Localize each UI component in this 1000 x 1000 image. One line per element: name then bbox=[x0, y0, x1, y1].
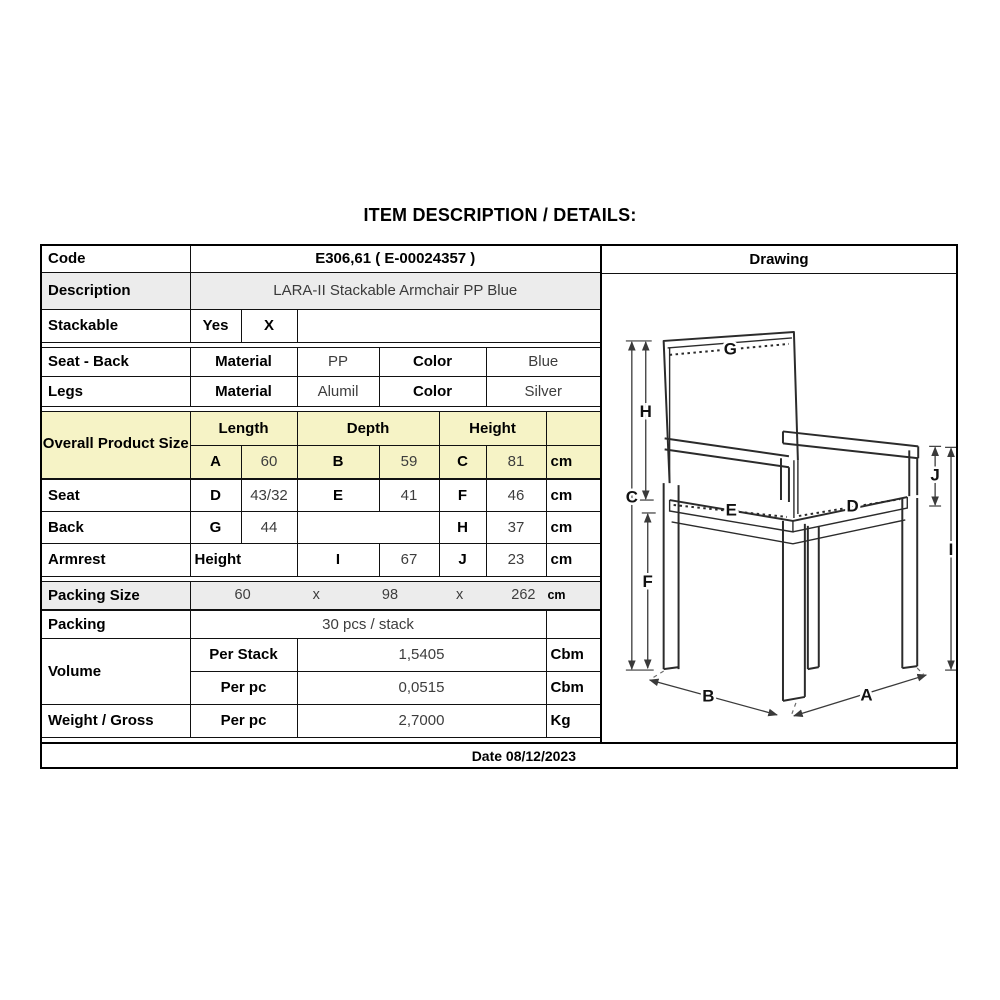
row-description bbox=[42, 272, 600, 309]
spec-table bbox=[42, 246, 600, 742]
volume-per-stack-label: Per Stack bbox=[190, 638, 297, 671]
stackable-empty-cell bbox=[297, 309, 600, 342]
seat-back-label: Seat - Back bbox=[42, 347, 190, 376]
dim-letter-j: J bbox=[439, 543, 486, 576]
packing-value: 30 pcs / stack bbox=[190, 610, 546, 638]
dim-value-d: 43/32 bbox=[241, 479, 297, 511]
armrest-label: Armrest bbox=[42, 543, 190, 576]
section-materials bbox=[42, 347, 600, 407]
chair-wireframe bbox=[664, 332, 919, 701]
row-packing-size bbox=[42, 581, 600, 609]
dim-label-i: I bbox=[948, 540, 954, 560]
length-header: Length bbox=[190, 411, 297, 445]
drawing-area bbox=[602, 274, 956, 742]
stackable-option: Yes bbox=[190, 309, 241, 342]
legs-material-value: Alumil bbox=[297, 376, 379, 406]
packing-size-value bbox=[190, 581, 600, 609]
code-value: E306,61 ( E-00024357 ) bbox=[190, 246, 600, 272]
volume-per-pc-unit: Cbm bbox=[546, 671, 600, 704]
page-title: ITEM DESCRIPTION / DETAILS: bbox=[363, 205, 637, 225]
date-text: Date 08/12/2023 bbox=[471, 747, 576, 764]
spec-sheet bbox=[40, 244, 958, 769]
section-packing-volume bbox=[42, 610, 600, 738]
seat-back-color-value: Blue bbox=[486, 347, 600, 376]
legs-color-value: Silver bbox=[486, 376, 600, 406]
dim-label-d: D bbox=[846, 496, 859, 516]
depth-header: Depth bbox=[297, 411, 439, 445]
seat-back-material-value: PP bbox=[297, 347, 379, 376]
weight-per-pc-label: Per pc bbox=[190, 704, 297, 737]
packing-label: Packing bbox=[42, 610, 190, 638]
dim-value-f: 46 bbox=[486, 479, 546, 511]
dim-letter-a: A bbox=[190, 445, 241, 478]
row-armrest bbox=[42, 543, 600, 576]
back-label: Back bbox=[42, 511, 190, 543]
code-label: Code bbox=[42, 246, 190, 272]
row-weight-gross bbox=[42, 704, 600, 737]
row-overall-headers bbox=[42, 411, 600, 445]
packing-size-v1: 60 bbox=[234, 587, 251, 603]
drawing-header: Drawing bbox=[602, 246, 956, 274]
weight-per-pc-value: 2,7000 bbox=[297, 704, 546, 737]
dim-value-e: 41 bbox=[379, 479, 439, 511]
legs-color-label: Color bbox=[379, 376, 486, 406]
description-value: LARA-II Stackable Armchair PP Blue bbox=[190, 272, 600, 309]
dim-letter-f: F bbox=[439, 479, 486, 511]
packing-unit-empty bbox=[546, 610, 600, 638]
stackable-mark: X bbox=[241, 309, 297, 342]
dim-label-h: H bbox=[639, 402, 652, 422]
section-identity bbox=[42, 246, 600, 343]
row-code bbox=[42, 246, 600, 272]
back-empty-cell bbox=[297, 511, 439, 543]
dim-label-a: A bbox=[860, 685, 873, 705]
section-part-sizes bbox=[42, 479, 600, 577]
dim-label-f: F bbox=[642, 572, 653, 592]
seat-label: Seat bbox=[42, 479, 190, 511]
overall-unit-empty bbox=[546, 411, 600, 445]
date-row bbox=[42, 742, 956, 767]
armrest-unit: cm bbox=[546, 543, 600, 576]
section-overall-size bbox=[42, 411, 600, 479]
dim-label-j: J bbox=[930, 465, 940, 485]
packing-size-label: Packing Size bbox=[42, 581, 190, 609]
dim-label-e: E bbox=[725, 500, 737, 520]
packing-size-v3: 262 bbox=[511, 587, 536, 603]
dim-letter-c: C bbox=[439, 445, 486, 478]
row-back bbox=[42, 511, 600, 543]
dim-value-a: 60 bbox=[241, 445, 297, 478]
dim-label-c: C bbox=[625, 487, 638, 507]
dim-label-b: B bbox=[702, 686, 715, 706]
drawing-panel bbox=[600, 246, 956, 742]
volume-per-stack-value: 1,5405 bbox=[297, 638, 546, 671]
row-seat bbox=[42, 479, 600, 511]
dim-value-c: 81 bbox=[486, 445, 546, 478]
overall-unit: cm bbox=[546, 445, 600, 478]
row-stackable bbox=[42, 309, 600, 342]
dim-value-i: 67 bbox=[379, 543, 439, 576]
packing-size-x2: x bbox=[456, 587, 464, 603]
seat-back-material-label: Material bbox=[190, 347, 297, 376]
dim-letter-h: H bbox=[439, 511, 486, 543]
row-legs bbox=[42, 376, 600, 406]
packing-size-x1: x bbox=[312, 587, 320, 603]
stackable-label: Stackable bbox=[42, 309, 190, 342]
row-packing bbox=[42, 610, 600, 638]
height-header: Height bbox=[439, 411, 546, 445]
dimension-lines bbox=[626, 341, 956, 716]
dim-label-g: G bbox=[723, 339, 737, 359]
armchair-technical-drawing bbox=[602, 274, 956, 742]
weight-gross-label: Weight / Gross bbox=[42, 704, 190, 737]
dim-letter-e: E bbox=[297, 479, 379, 511]
dim-value-g: 44 bbox=[241, 511, 297, 543]
dim-value-j: 23 bbox=[486, 543, 546, 576]
volume-per-pc-value: 0,0515 bbox=[297, 671, 546, 704]
armrest-height-label: Height bbox=[190, 543, 297, 576]
volume-label: Volume bbox=[42, 638, 190, 704]
dim-letter-g: G bbox=[190, 511, 241, 543]
volume-per-stack-unit: Cbm bbox=[546, 638, 600, 671]
row-seat-back bbox=[42, 347, 600, 376]
back-unit: cm bbox=[546, 511, 600, 543]
dim-letter-i: I bbox=[297, 543, 379, 576]
weight-per-pc-unit: Kg bbox=[546, 704, 600, 737]
volume-per-pc-label: Per pc bbox=[190, 671, 297, 704]
dim-value-b: 59 bbox=[379, 445, 439, 478]
packing-size-v2: 98 bbox=[381, 587, 399, 603]
seat-unit: cm bbox=[546, 479, 600, 511]
legs-label: Legs bbox=[42, 376, 190, 406]
description-label: Description bbox=[42, 272, 190, 309]
legs-material-label: Material bbox=[190, 376, 297, 406]
section-packing-size bbox=[42, 581, 600, 610]
packing-size-unit: cm bbox=[547, 588, 566, 602]
seat-back-color-label: Color bbox=[379, 347, 486, 376]
overall-size-label: Overall Product Size bbox=[42, 411, 190, 478]
row-volume-per-stack bbox=[42, 638, 600, 671]
dim-letter-d: D bbox=[190, 479, 241, 511]
dim-letter-b: B bbox=[297, 445, 379, 478]
dim-value-h: 37 bbox=[486, 511, 546, 543]
